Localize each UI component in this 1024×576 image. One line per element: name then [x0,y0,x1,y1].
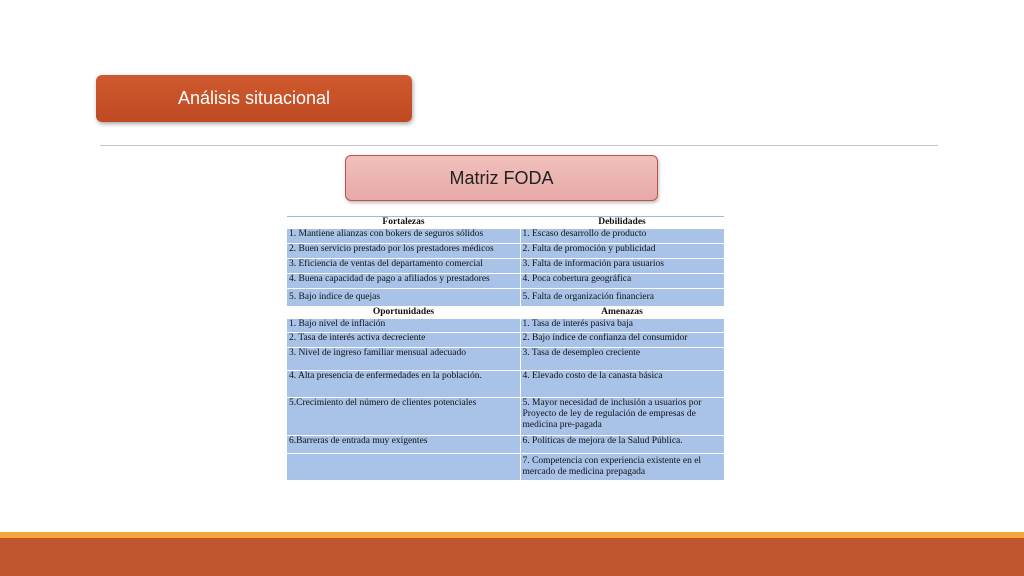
debilidad-cell: 4. Poca cobertura geográfica [520,273,724,288]
fortaleza-cell: 1. Mantiene alianzas con bokers de seguros sólidos [287,229,520,243]
header-fortalezas: Fortalezas [287,217,520,230]
table-row [287,454,724,481]
subtitle-box: Matriz FODA [345,155,658,201]
header-oportunidades: Oportunidades [287,306,520,319]
amenaza-cell: 3. Tasa de desempleo creciente [520,348,724,371]
amenaza-cell: 2. Bajo índice de confianza del consumidor [520,333,724,348]
amenaza-cell: 1. Tasa de interés pasiva baja [520,319,724,333]
section-title: Análisis situacional [96,75,412,122]
table-row [287,436,724,454]
table-row [287,371,724,398]
table-header-row [287,217,724,230]
amenaza-cell: 5. Mayor necesidad de inclusión a usuarios por Proyecto de ley de regulación de empresas de medicina pre-pagada [520,398,724,436]
amenaza-cell: 6. Políticas de mejora de la Salud Pública. [520,436,724,454]
amenaza-cell: 7. Competencia con experiencia existente en el mercado de medicina prepagada [520,454,724,481]
foda-table [287,216,725,481]
table-row [287,348,724,371]
table-row [287,398,724,436]
debilidad-cell: 2. Falta de promoción y publicidad [520,243,724,258]
oportunidad-cell: 4. Alta presencia de enfermedades en la población. [287,371,520,398]
table-row [287,333,724,348]
oportunidad-cell: 6.Barreras de entrada muy exigentes [287,436,520,454]
debilidad-cell: 3. Falta de información para usuarios [520,258,724,273]
table-row [287,229,724,243]
table-row [287,288,724,306]
fortaleza-cell: 4. Buena capacidad de pago a afiliados y prestadores [287,273,520,288]
oportunidad-cell: 5.Crecimiento del número de clientes potenciales [287,398,520,436]
debilidad-cell: 1. Escaso desarrollo de producto [520,229,724,243]
header-debilidades: Debilidades [520,217,724,230]
table-row [287,243,724,258]
divider [100,145,938,146]
header-amenazas: Amenazas [520,306,724,319]
oportunidad-cell: 3. Nivel de ingreso familiar mensual adecuado [287,348,520,371]
fortaleza-cell: 2. Buen servicio prestado por los prestadores médicos [287,243,520,258]
fortaleza-cell: 3. Eficiencia de ventas del departamento comercial [287,258,520,273]
oportunidad-cell: 2. Tasa de interés activa decreciente [287,333,520,348]
oportunidad-cell: 1. Bajo nivel de inflación [287,319,520,333]
table-row [287,273,724,288]
fortaleza-cell: 5. Bajo índice de quejas [287,288,520,306]
table-row [287,258,724,273]
table-row [287,319,724,333]
amenaza-cell: 4. Elevado costo de la canasta básica [520,371,724,398]
debilidad-cell: 5. Falta de organización financiera [520,288,724,306]
oportunidad-cell [287,454,520,481]
table-header-row [287,306,724,319]
footer-bar [0,538,1024,576]
